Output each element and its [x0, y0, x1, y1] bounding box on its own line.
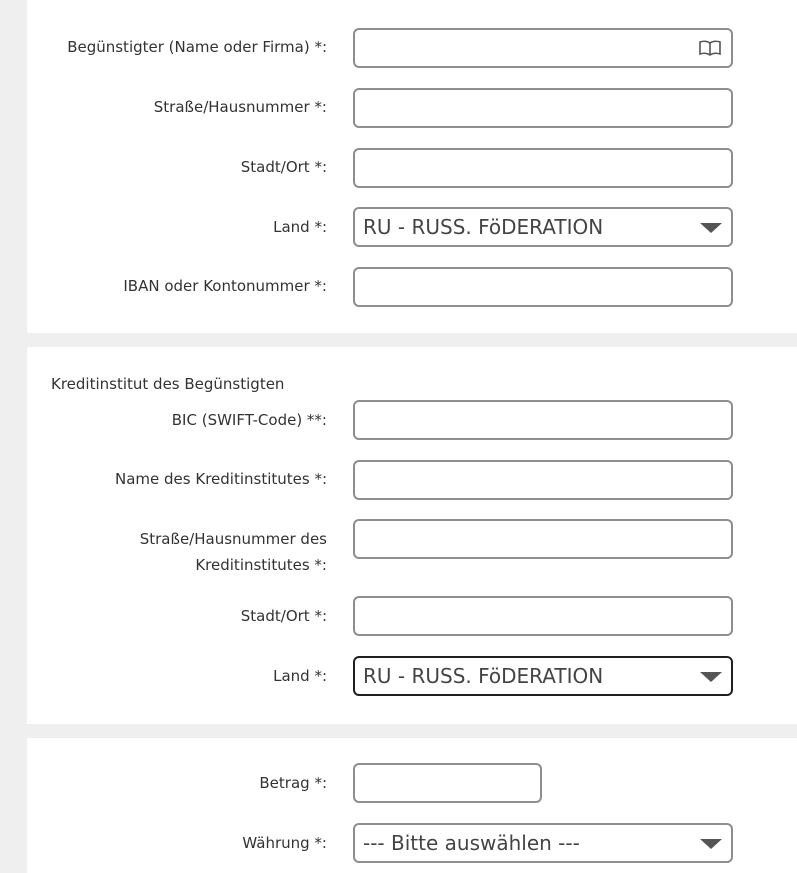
- bank-street-field[interactable]: [353, 519, 733, 559]
- chevron-down-icon: [700, 672, 722, 682]
- beneficiary-city-label: Stadt/Ort *:: [240, 158, 327, 176]
- beneficiary-street-label: Straße/Hausnummer *:: [153, 98, 327, 116]
- beneficiary-panel: [27, 0, 797, 333]
- bank-street-label: [77, 526, 327, 578]
- bank-section-title: Kreditinstitut des Begünstigten: [51, 375, 285, 393]
- bank-country-label: Land *:: [273, 667, 327, 685]
- iban-label: IBAN oder Kontonummer *:: [123, 277, 327, 295]
- bank-name-label: Name des Kreditinstitutes *:: [115, 470, 327, 488]
- beneficiary-country-select[interactable]: [353, 207, 733, 247]
- amount-label: Betrag *:: [259, 774, 327, 792]
- bic-field[interactable]: [353, 400, 733, 440]
- bank-panel: [27, 347, 797, 724]
- currency-value: --- Bitte auswählen ---: [363, 831, 580, 855]
- bic-label: BIC (SWIFT-Code) **:: [171, 411, 327, 429]
- beneficiary-country-label: Land *:: [273, 218, 327, 236]
- currency-select[interactable]: [353, 823, 733, 863]
- address-book-icon[interactable]: [699, 40, 721, 56]
- beneficiary-city-field[interactable]: [353, 148, 733, 188]
- payment-panel: [27, 738, 797, 873]
- amount-field[interactable]: [353, 763, 542, 803]
- beneficiary-country-value: RU - RUSS. FöDERATION: [363, 215, 604, 239]
- bank-city-field[interactable]: [353, 596, 733, 636]
- bank-street-label-line1: Straße/Hausnummer des: [139, 530, 327, 548]
- bank-country-value: RU - RUSS. FöDERATION: [363, 664, 604, 688]
- bank-city-label: Stadt/Ort *:: [240, 607, 327, 625]
- beneficiary-name-field[interactable]: [353, 28, 733, 68]
- beneficiary-street-field[interactable]: [353, 88, 733, 128]
- bank-name-field[interactable]: [353, 460, 733, 500]
- bank-country-select[interactable]: [353, 656, 733, 696]
- chevron-down-icon: [700, 223, 722, 233]
- beneficiary-name-label: Begünstigter (Name oder Firma) *:: [67, 38, 327, 56]
- bank-street-label-line2: Kreditinstitutes *:: [195, 556, 327, 574]
- currency-label: Währung *:: [242, 834, 327, 852]
- iban-field[interactable]: [353, 267, 733, 307]
- chevron-down-icon: [700, 839, 722, 849]
